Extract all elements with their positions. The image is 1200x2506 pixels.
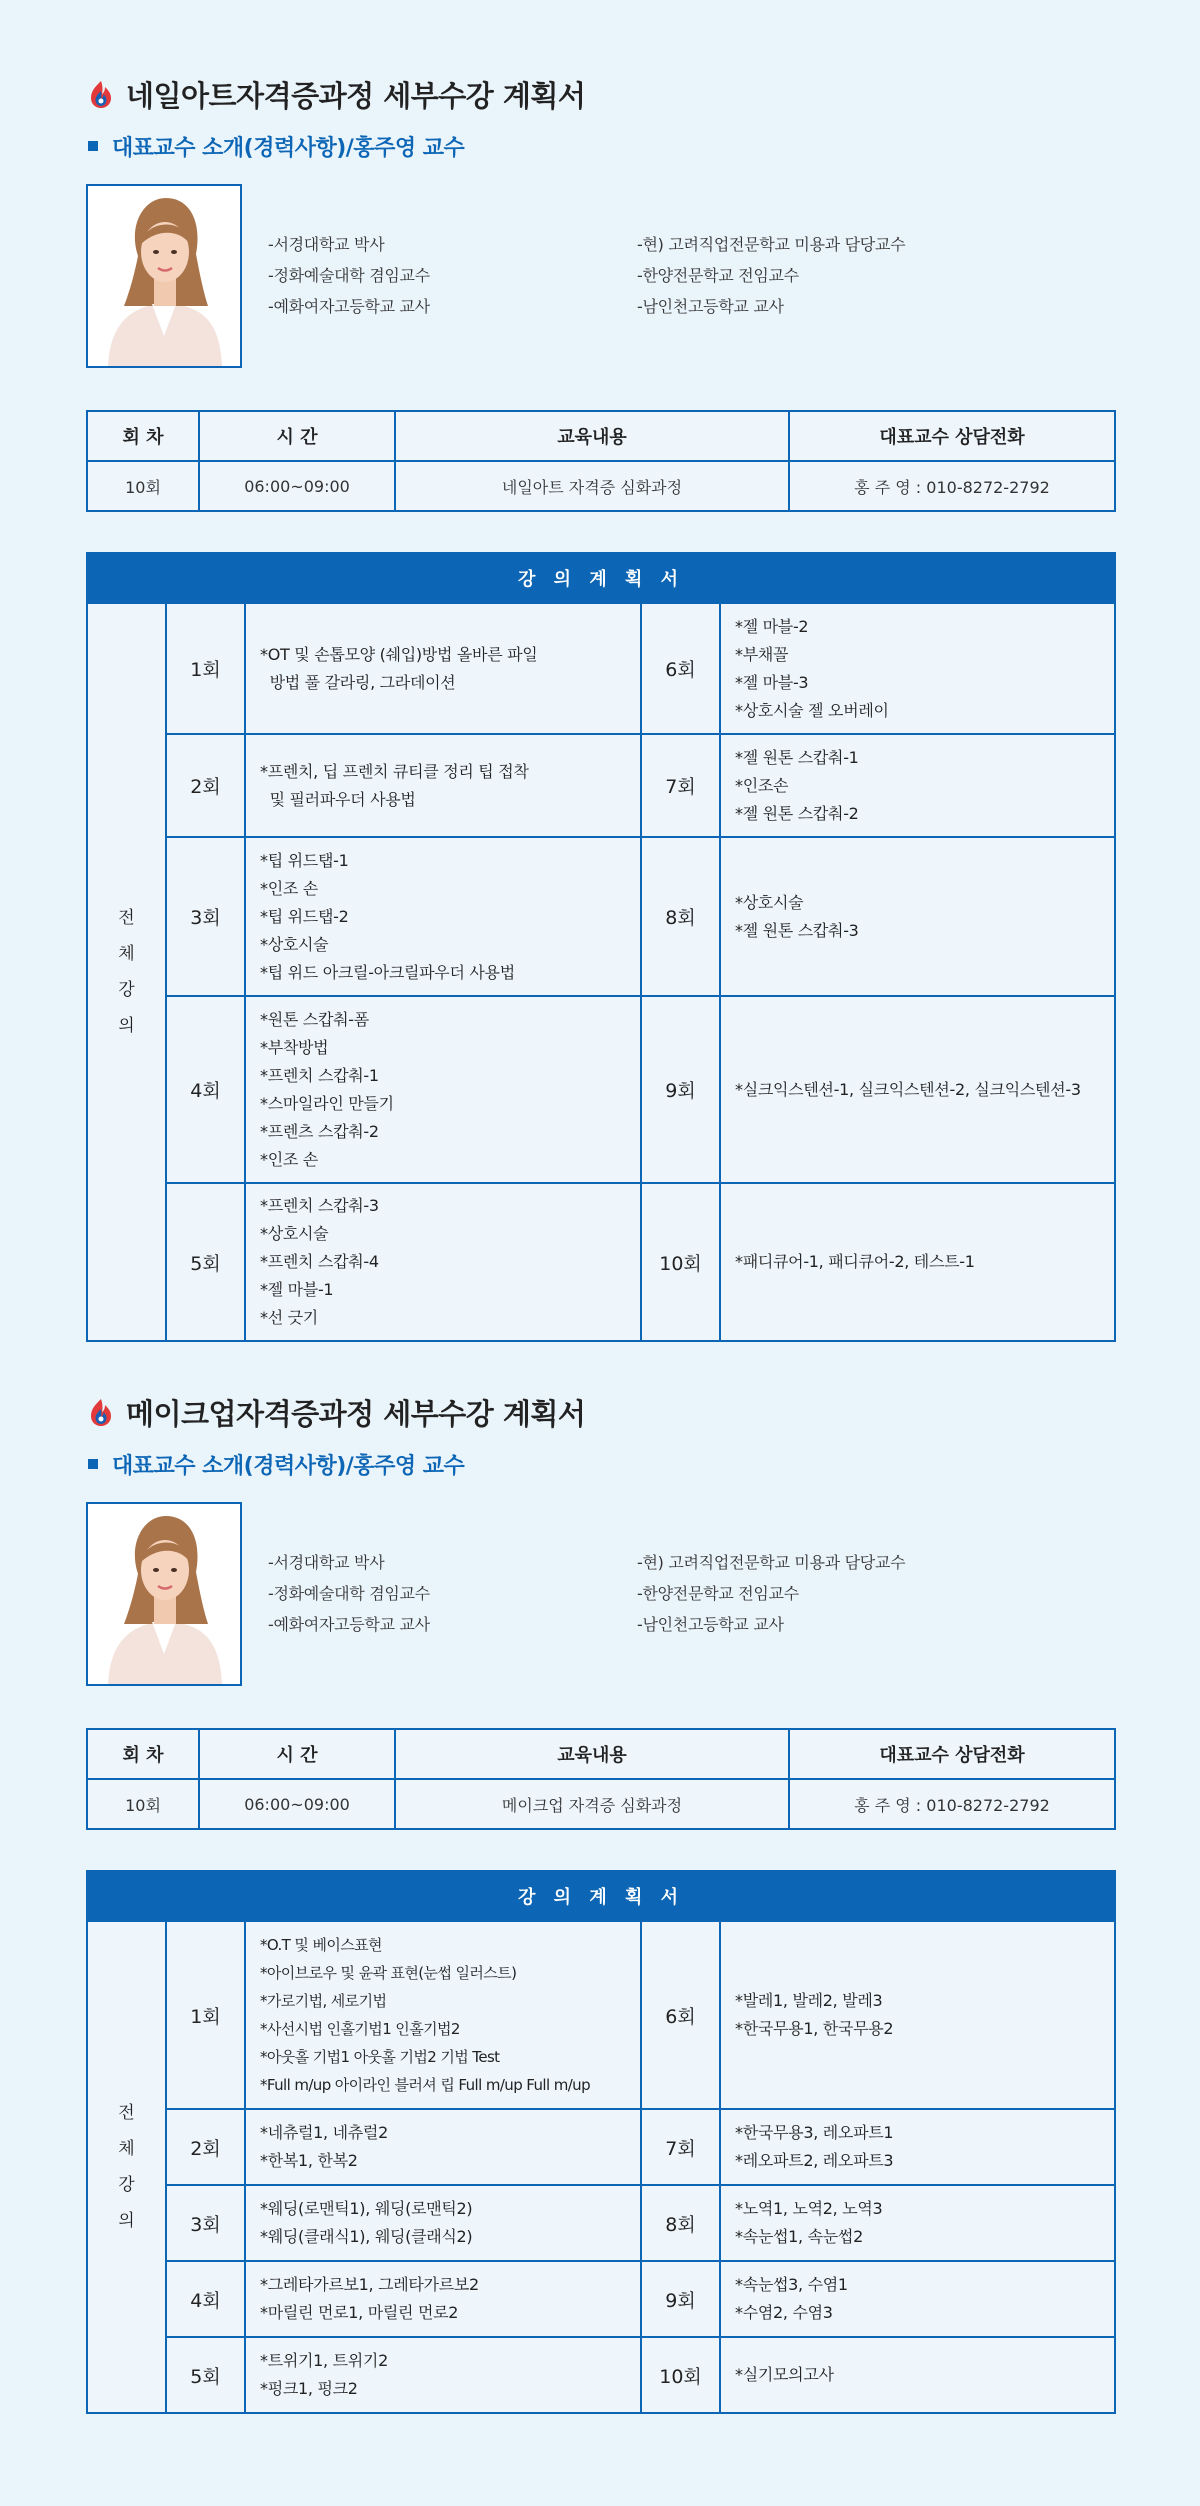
career-list [268, 1552, 905, 1636]
content-line: *그레타가르보1, 그레타가르보2 [260, 2275, 479, 2294]
session-number: 8회 [641, 837, 720, 996]
table-header-cell: 교육내용 [395, 411, 789, 461]
content-line: *인조 손 [260, 1149, 318, 1169]
content-line: *부착방법 [260, 1037, 329, 1057]
session-content [720, 837, 1115, 996]
professor-photo [86, 184, 242, 368]
session-content [720, 734, 1115, 837]
session-number: 9회 [641, 2261, 720, 2337]
content-line: *네츄럴1, 네츄럴2 [260, 2123, 388, 2142]
session-content [720, 1921, 1115, 2109]
content-line: *한복1, 한복2 [260, 2151, 358, 2170]
table-header-cell: 대표교수 상담전화 [789, 411, 1115, 461]
table-row [87, 461, 1115, 511]
session-content [720, 2109, 1115, 2185]
table-row [87, 996, 1115, 1183]
table-header-cell: 대표교수 상담전화 [789, 1729, 1115, 1779]
session-number: 10회 [641, 1183, 720, 1341]
session-number: 6회 [641, 1921, 720, 2109]
lecture-plan-table [86, 552, 1116, 1342]
content-line: *패디큐어-1, 패디큐어-2, 테스트-1 [735, 1252, 975, 1271]
table-cell: 네일아트 자격증 심화과정 [395, 461, 789, 511]
content-line: *젤 원톤 스캅춰-3 [735, 920, 859, 940]
content-line: *웨딩(로맨틱1), 웨딩(로맨틱2) [260, 2199, 473, 2218]
content-line: *Full m/up 아이라인 블러셔 립 Full m/up Full m/up [260, 2076, 590, 2094]
table-row [87, 734, 1115, 837]
content-line: *사선시법 인홀기법1 인홀기법2 [260, 2020, 460, 2038]
session-content [720, 996, 1115, 1183]
content-line: *실기모의고사 [735, 2365, 834, 2384]
table-cell: 홍 주 영 : 010-8272-2792 [789, 461, 1115, 511]
flame-logo-icon [86, 78, 116, 110]
content-line: *스마일라인 만들기 [260, 1093, 394, 1113]
vertical-label-char: 의 [118, 2211, 135, 2231]
lecture-plan-table [86, 1870, 1116, 2414]
session-number: 4회 [166, 996, 245, 1183]
table-row [87, 2261, 1115, 2337]
content-line: *아이브로우 및 윤곽 표현(눈썹 일러스트) [260, 1964, 517, 1982]
career-list [268, 234, 905, 318]
course-info-table [86, 1728, 1116, 1830]
session-number: 2회 [166, 2109, 245, 2185]
session-content [720, 603, 1115, 734]
table-row [87, 2109, 1115, 2185]
professor-portrait-icon [88, 1504, 240, 1684]
session-number: 1회 [166, 1921, 245, 2109]
professor-profile [86, 184, 1114, 368]
career-column-right [637, 234, 905, 318]
professor-subtitle [86, 1448, 1114, 1480]
section-title-text: 메이크업자격증과정 세부수강 계획서 [126, 1396, 586, 1431]
content-line: *레오파트2, 레오파트3 [735, 2151, 894, 2170]
session-number: 5회 [166, 1183, 245, 1341]
content-line: *한국무용1, 한국무용2 [735, 2019, 894, 2038]
session-content [245, 837, 641, 996]
vertical-label-char: 전 [118, 908, 135, 928]
square-bullet-icon [88, 141, 98, 151]
content-line: *펑크1, 펑크2 [260, 2379, 358, 2398]
professor-subtitle [86, 130, 1114, 162]
session-number: 10회 [641, 2337, 720, 2413]
session-content [720, 2337, 1115, 2413]
session-content [245, 603, 641, 734]
content-line: *인조 손 [260, 878, 318, 898]
vertical-label-char: 체 [118, 2139, 135, 2159]
content-line: *가로기법, 세로기법 [260, 1992, 387, 2010]
session-content [245, 996, 641, 1183]
content-line: *상호시술 [735, 892, 804, 912]
career-item: -한양전문학교 전임교수 [637, 266, 799, 285]
makeup-section [86, 1342, 1114, 2414]
vertical-label [87, 603, 166, 1341]
session-number: 1회 [166, 603, 245, 734]
content-line: *팁 위드탭-1 [260, 850, 349, 870]
career-item: -정화예술대학 겸임교수 [268, 1584, 430, 1603]
content-line: *팁 위드 아크릴-아크릴파우더 사용법 [260, 962, 515, 982]
content-line: *O.T 및 베이스표현 [260, 1936, 382, 1954]
content-line: *상호시술 젤 오버레이 [735, 700, 889, 720]
career-item: -서경대학교 박사 [268, 1553, 385, 1572]
content-line: *트위기1, 트위기2 [260, 2351, 388, 2370]
content-line: *프렌츠 스캅춰-2 [260, 1121, 379, 1141]
table-header-cell: 시 간 [199, 1729, 395, 1779]
content-line: *웨딩(클래식1), 웨딩(클래식2) [260, 2227, 473, 2246]
session-content [720, 1183, 1115, 1341]
career-item: -남인천고등학교 교사 [637, 1615, 784, 1634]
table-header-cell: 교육내용 [395, 1729, 789, 1779]
content-line: *부채꼴 [735, 644, 789, 664]
table-cell: 메이크업 자격증 심화과정 [395, 1779, 789, 1829]
career-item: -예화여자고등학교 교사 [268, 297, 430, 316]
session-content [245, 734, 641, 837]
professor-portrait-icon [88, 186, 240, 366]
professor-photo [86, 1502, 242, 1686]
plan-header-row [87, 1871, 1115, 1921]
career-column-left [268, 1552, 637, 1636]
session-number: 7회 [641, 734, 720, 837]
professor-profile [86, 1502, 1114, 1686]
content-line: *젤 원톤 스캅춰-1 [735, 747, 859, 767]
career-column-right [637, 1552, 905, 1636]
table-row [87, 1183, 1115, 1341]
table-header-row [87, 1729, 1115, 1779]
table-row [87, 1921, 1115, 2109]
plan-header-row [87, 553, 1115, 603]
session-number: 5회 [166, 2337, 245, 2413]
career-item: -예화여자고등학교 교사 [268, 1615, 430, 1634]
career-item: -정화예술대학 겸임교수 [268, 266, 430, 285]
plan-title: 강 의 계 획 서 [87, 1871, 1115, 1921]
nail-section [86, 0, 1114, 1342]
session-content [245, 1183, 641, 1341]
section-title [86, 74, 1114, 114]
session-number: 6회 [641, 603, 720, 734]
content-line: *프렌치 스캅춰-4 [260, 1252, 379, 1271]
course-info-table [86, 410, 1116, 512]
vertical-label-char: 체 [118, 944, 135, 964]
session-content [245, 2261, 641, 2337]
content-line: 방법 풀 갈라링, 그라데이션 [260, 672, 456, 692]
table-row [87, 2185, 1115, 2261]
session-content [245, 2109, 641, 2185]
content-line: *프렌치 스캅춰-3 [260, 1196, 379, 1215]
content-line: *상호시술 [260, 934, 329, 954]
content-line: *젤 마블-1 [260, 1280, 334, 1299]
content-line: *마릴린 먼로1, 마릴린 먼로2 [260, 2303, 459, 2322]
vertical-label-char: 강 [118, 2175, 135, 2195]
section-title-text: 네일아트자격증과정 세부수강 계획서 [126, 78, 586, 113]
vertical-label [87, 1921, 166, 2413]
session-number: 7회 [641, 2109, 720, 2185]
session-number: 3회 [166, 2185, 245, 2261]
content-line: *상호시술 [260, 1224, 329, 1243]
career-item: -현) 고려직업전문학교 미용과 담당교수 [637, 235, 906, 254]
content-line: *젤 마블-2 [735, 616, 809, 636]
table-row [87, 603, 1115, 734]
table-cell: 10회 [87, 1779, 199, 1829]
table-cell: 10회 [87, 461, 199, 511]
content-line: *원톤 스캅춰-폼 [260, 1009, 369, 1029]
table-header-row [87, 411, 1115, 461]
content-line: *OT 및 손톱모양 (쉐입)방법 올바른 파일 [260, 644, 538, 664]
content-line: *인조손 [735, 775, 789, 795]
career-item: -서경대학교 박사 [268, 235, 385, 254]
session-content [245, 2337, 641, 2413]
professor-subtitle-text: 대표교수 소개(경력사항)/홍주영 교수 [112, 135, 465, 161]
session-number: 8회 [641, 2185, 720, 2261]
table-cell: 06:00~09:00 [199, 1779, 395, 1829]
session-number: 9회 [641, 996, 720, 1183]
content-line: *프렌치, 딥 프렌치 큐티클 정리 팁 접착 [260, 761, 529, 781]
career-column-left [268, 234, 637, 318]
session-number: 4회 [166, 2261, 245, 2337]
content-line: *한국무용3, 레오파트1 [735, 2123, 894, 2142]
content-line: *실크익스텐션-1, 실크익스텐션-2, 실크익스텐션-3 [735, 1079, 1081, 1099]
plan-title: 강 의 계 획 서 [87, 553, 1115, 603]
content-line: 및 필러파우더 사용법 [260, 789, 416, 809]
content-line: *노역1, 노역2, 노역3 [735, 2199, 883, 2218]
content-line: *발레1, 발레2, 발레3 [735, 1991, 883, 2010]
session-number: 2회 [166, 734, 245, 837]
content-line: *젤 원톤 스캅춰-2 [735, 803, 859, 823]
content-line: *프렌치 스캅춰-1 [260, 1065, 379, 1085]
vertical-label-char: 전 [118, 2103, 135, 2123]
session-number: 3회 [166, 837, 245, 996]
content-line: *선 긋기 [260, 1308, 318, 1327]
table-header-cell: 시 간 [199, 411, 395, 461]
session-content [720, 2185, 1115, 2261]
session-content [720, 2261, 1115, 2337]
table-row [87, 837, 1115, 996]
content-line: *팁 위드탭-2 [260, 906, 349, 926]
session-content [245, 2185, 641, 2261]
table-header-cell: 회 차 [87, 411, 199, 461]
table-cell: 06:00~09:00 [199, 461, 395, 511]
career-item: -한양전문학교 전임교수 [637, 1584, 799, 1603]
table-row [87, 2337, 1115, 2413]
flame-logo-icon [86, 1396, 116, 1428]
vertical-label-char: 강 [118, 980, 135, 1000]
professor-subtitle-text: 대표교수 소개(경력사항)/홍주영 교수 [112, 1453, 465, 1479]
content-line: *아웃홀 기법1 아웃홀 기법2 기법 Test [260, 2048, 500, 2066]
vertical-label-char: 의 [118, 1016, 135, 1036]
section-title [86, 1392, 1114, 1432]
square-bullet-icon [88, 1459, 98, 1469]
session-content [245, 1921, 641, 2109]
content-line: *속눈썹1, 속눈썹2 [735, 2227, 863, 2246]
table-header-cell: 회 차 [87, 1729, 199, 1779]
career-item: -현) 고려직업전문학교 미용과 담당교수 [637, 1553, 906, 1572]
table-cell: 홍 주 영 : 010-8272-2792 [789, 1779, 1115, 1829]
table-row [87, 1779, 1115, 1829]
career-item: -남인천고등학교 교사 [637, 297, 784, 316]
content-line: *수염2, 수염3 [735, 2303, 833, 2322]
content-line: *속눈썹3, 수염1 [735, 2275, 848, 2294]
content-line: *젤 마블-3 [735, 672, 809, 692]
